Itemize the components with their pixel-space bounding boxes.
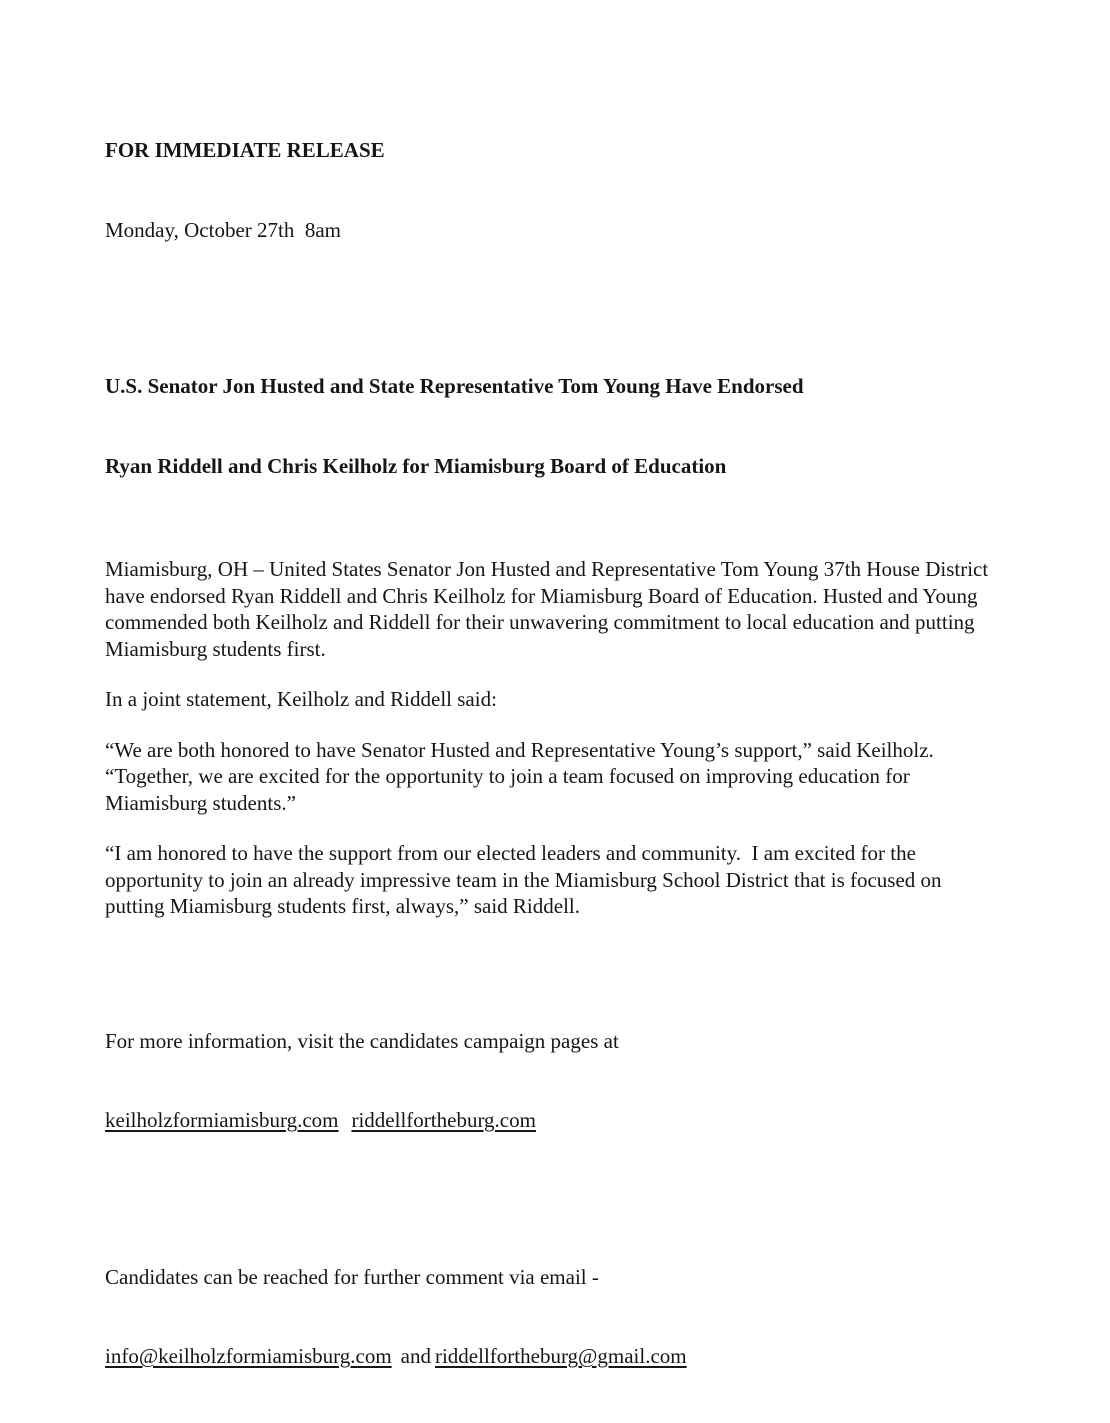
keilholz-campaign-link[interactable]: keilholzformiamisburg.com — [105, 1108, 339, 1132]
contact-intro: Candidates can be reached for further comment via email - — [105, 1264, 599, 1289]
campaign-links — [105, 1107, 993, 1134]
more-info-intro: For more information, visit the candidates campaign pages at — [105, 1028, 619, 1053]
contact-section — [105, 1211, 993, 1423]
paragraph-riddell-quote: “I am honored to have the support from our elected leaders and community. I am excited for the opportunity to join an already impressive team in the Miamisburg School District that is focused on putting Miamisburg students first, always,” said Riddell. — [105, 841, 947, 918]
email-separator: and — [400, 1344, 431, 1368]
headline — [105, 320, 993, 532]
more-info-section — [105, 975, 993, 1187]
headline-line-2: Ryan Riddell and Chris Keilholz for Miamisburg Board of Education — [105, 453, 727, 478]
headline-line-1: U.S. Senator Jon Husted and State Representative Tom Young Have Endorsed — [105, 374, 804, 398]
riddell-campaign-link[interactable]: riddellfortheburg.com — [351, 1108, 536, 1132]
paragraph-keilholz-quote: “We are both honored to have Senator Husted and Representative Young’s support,” said Keilholz. “Together, we are excited for the opportunity to join a team focused on improving education for Miamisburg students.” — [105, 737, 945, 815]
date-line: Monday, October 27th 8am — [105, 217, 342, 242]
paragraph-joint-statement-lead: In a joint statement, Keilholz and Riddell said: — [105, 687, 497, 711]
release-header — [105, 84, 993, 296]
release-label: FOR IMMEDIATE RELEASE — [105, 138, 385, 162]
contact-emails — [105, 1343, 993, 1370]
paragraph-endorsement: Miamisburg, OH – United States Senator Jon Husted and Representative Tom Young 37th House District have endorsed Ryan Riddell and Chris Keilholz for Miamisburg Board of Education. Husted and Young commended both Keilholz and Riddell for their unwavering commitment to local education and putting Miamisburg students first. — [105, 557, 994, 661]
riddell-email-link[interactable]: riddellfortheburg@gmail.com — [434, 1344, 687, 1368]
keilholz-email-link[interactable]: info@keilholzformiamisburg.com — [105, 1344, 392, 1368]
